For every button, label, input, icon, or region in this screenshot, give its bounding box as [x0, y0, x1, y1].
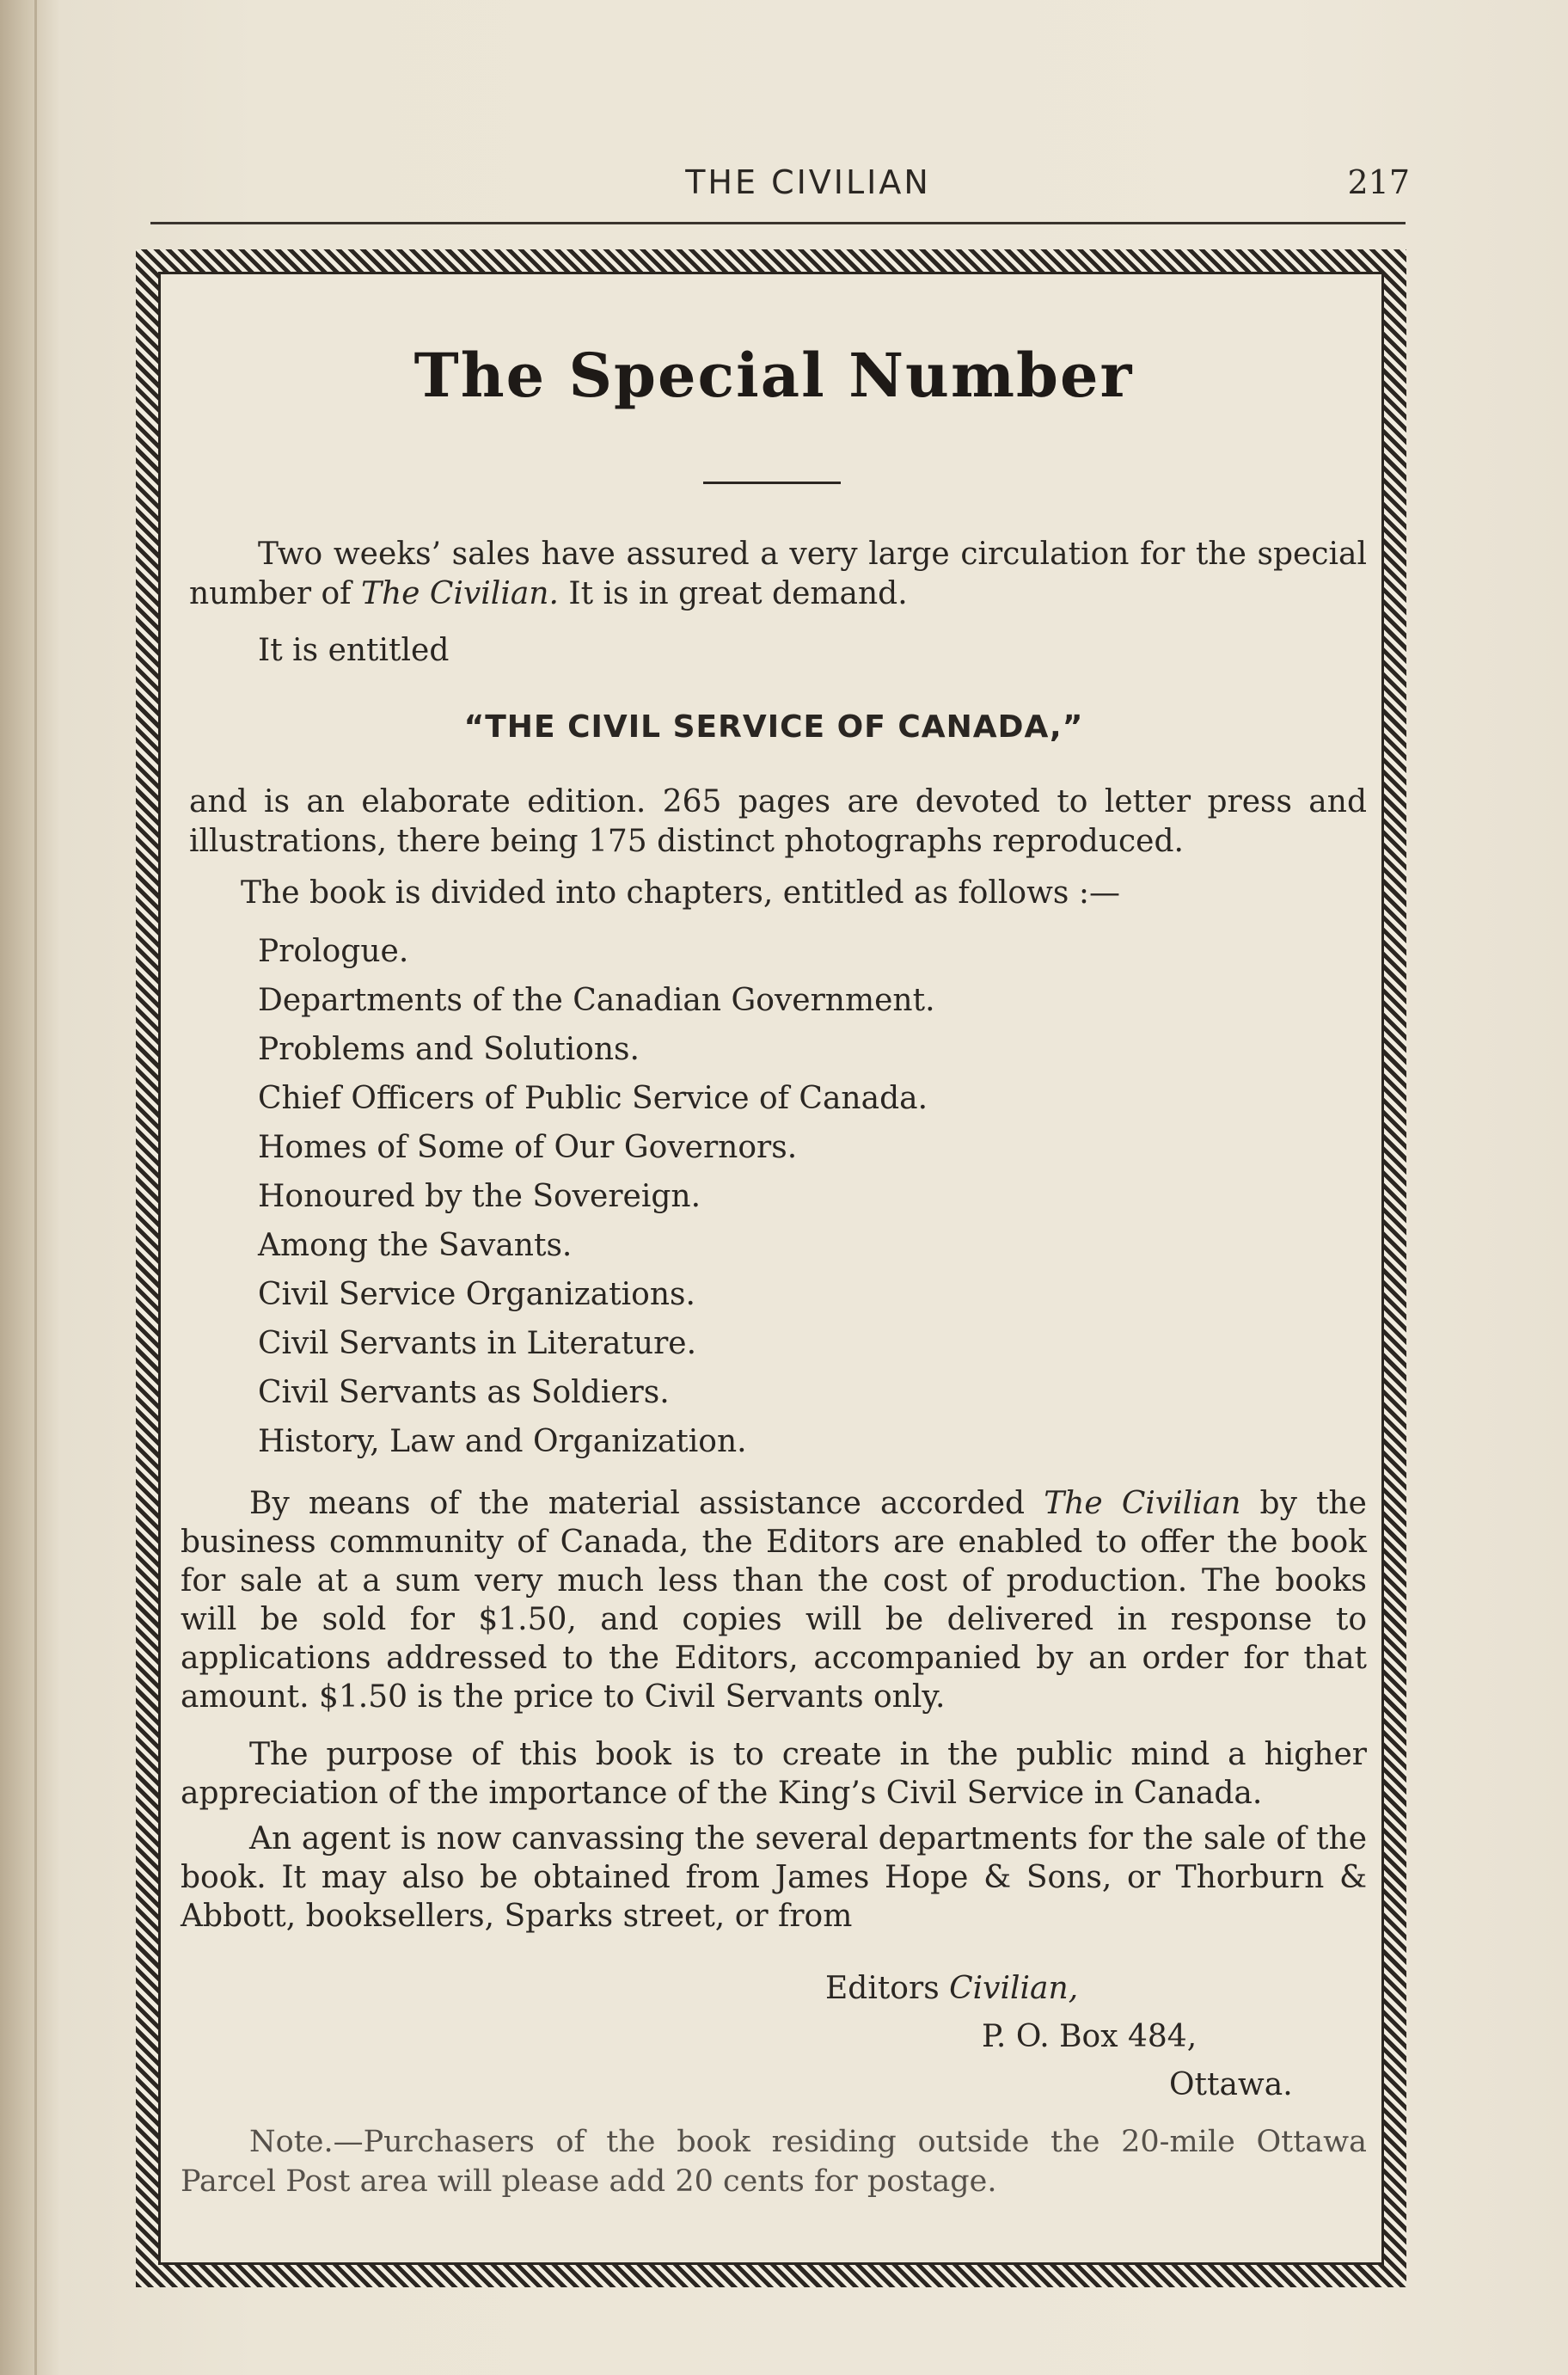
- chapter-list: [258, 927, 935, 1466]
- chapter-item: Among the Savants.: [258, 1228, 573, 1263]
- header-rule: [150, 222, 1406, 224]
- paragraph-text: By means of the material assistance accorded: [249, 1486, 1044, 1521]
- chapter-item: Prologue.: [258, 934, 409, 969]
- chapter-item: Civil Servants as Soldiers.: [258, 1375, 670, 1410]
- publication-name: The Civilian: [1044, 1486, 1241, 1521]
- running-head: [155, 163, 1410, 215]
- article-title: The Special Number: [413, 340, 1134, 411]
- chapter-item: Homes of Some of Our Governors.: [258, 1130, 798, 1165]
- signature-city: Ottawa.: [1169, 2067, 1293, 2102]
- chapter-item: Honoured by the Sovereign.: [258, 1179, 701, 1214]
- signature-box: P. O. Box 484,: [982, 2019, 1197, 2054]
- paragraph-chapters-intro: The book is divided into chapters, entitled as follows :—: [241, 875, 1120, 911]
- chapter-item: Civil Service Organizations.: [258, 1277, 695, 1312]
- running-title: THE CIVILIAN: [685, 163, 931, 201]
- publication-name: Civilian,: [949, 1971, 1079, 2006]
- paragraph-agent: An agent is now canvassing the several departments for the sale of the book. It may also be obtained from James Hope & Sons, or Thorburn & Abbott, booksellers, Sparks street, or from: [181, 1821, 1367, 1934]
- chapter-item: History, Law and Organization.: [258, 1424, 747, 1459]
- paragraph-entitled: It is entitled: [258, 633, 450, 668]
- postage-note: Note.—Purchasers of the book residing outside the 20-mile Ottawa Parcel Post area will please add 20 cents for postage.: [181, 2125, 1367, 2199]
- chapter-item: Chief Officers of Public Service of Canada.: [258, 1081, 928, 1116]
- chapter-item: Problems and Solutions.: [258, 1032, 640, 1067]
- paragraph-text: It is in great demand.: [558, 576, 908, 611]
- paragraph-pricing: [181, 1484, 1367, 1716]
- publication-name: The Civilian.: [360, 576, 559, 611]
- signature-editors: [825, 1969, 1078, 2009]
- signature-text: Editors: [825, 1971, 950, 2006]
- book-title: “THE CIVIL SERVICE OF CANADA,”: [463, 709, 1084, 745]
- title-rule: [703, 482, 841, 484]
- paragraph-edition: and is an elaborate edition. 265 pages are devoted to letter press and illustrations, there being 175 distinct photographs reproduced.: [189, 784, 1367, 859]
- paragraph-purpose: The purpose of this book is to create in the public mind a higher appreciation of the importance of the King’s Civil Service in Canada.: [181, 1737, 1367, 1811]
- chapter-item: Departments of the Canadian Government.: [258, 983, 935, 1018]
- paragraph-text: by the business community of Canada, the Editors are enabled to offer the book for sale at a sum very much less than the cost of production. The books will be sold for $1.50, and copies will be delivered in response to applications addressed to the Editors, accompanied by an order for that amount. $1.50 is the price to Civil Servants only.: [181, 1486, 1367, 1715]
- paragraph-text: Two weeks’ sales have assured a very large circulation for the special number of: [189, 537, 1367, 611]
- paragraph-circulation: [189, 535, 1367, 614]
- chapter-item: Civil Servants in Literature.: [258, 1326, 697, 1361]
- page-number: 217: [1347, 163, 1410, 201]
- binding-gutter: [34, 0, 37, 2375]
